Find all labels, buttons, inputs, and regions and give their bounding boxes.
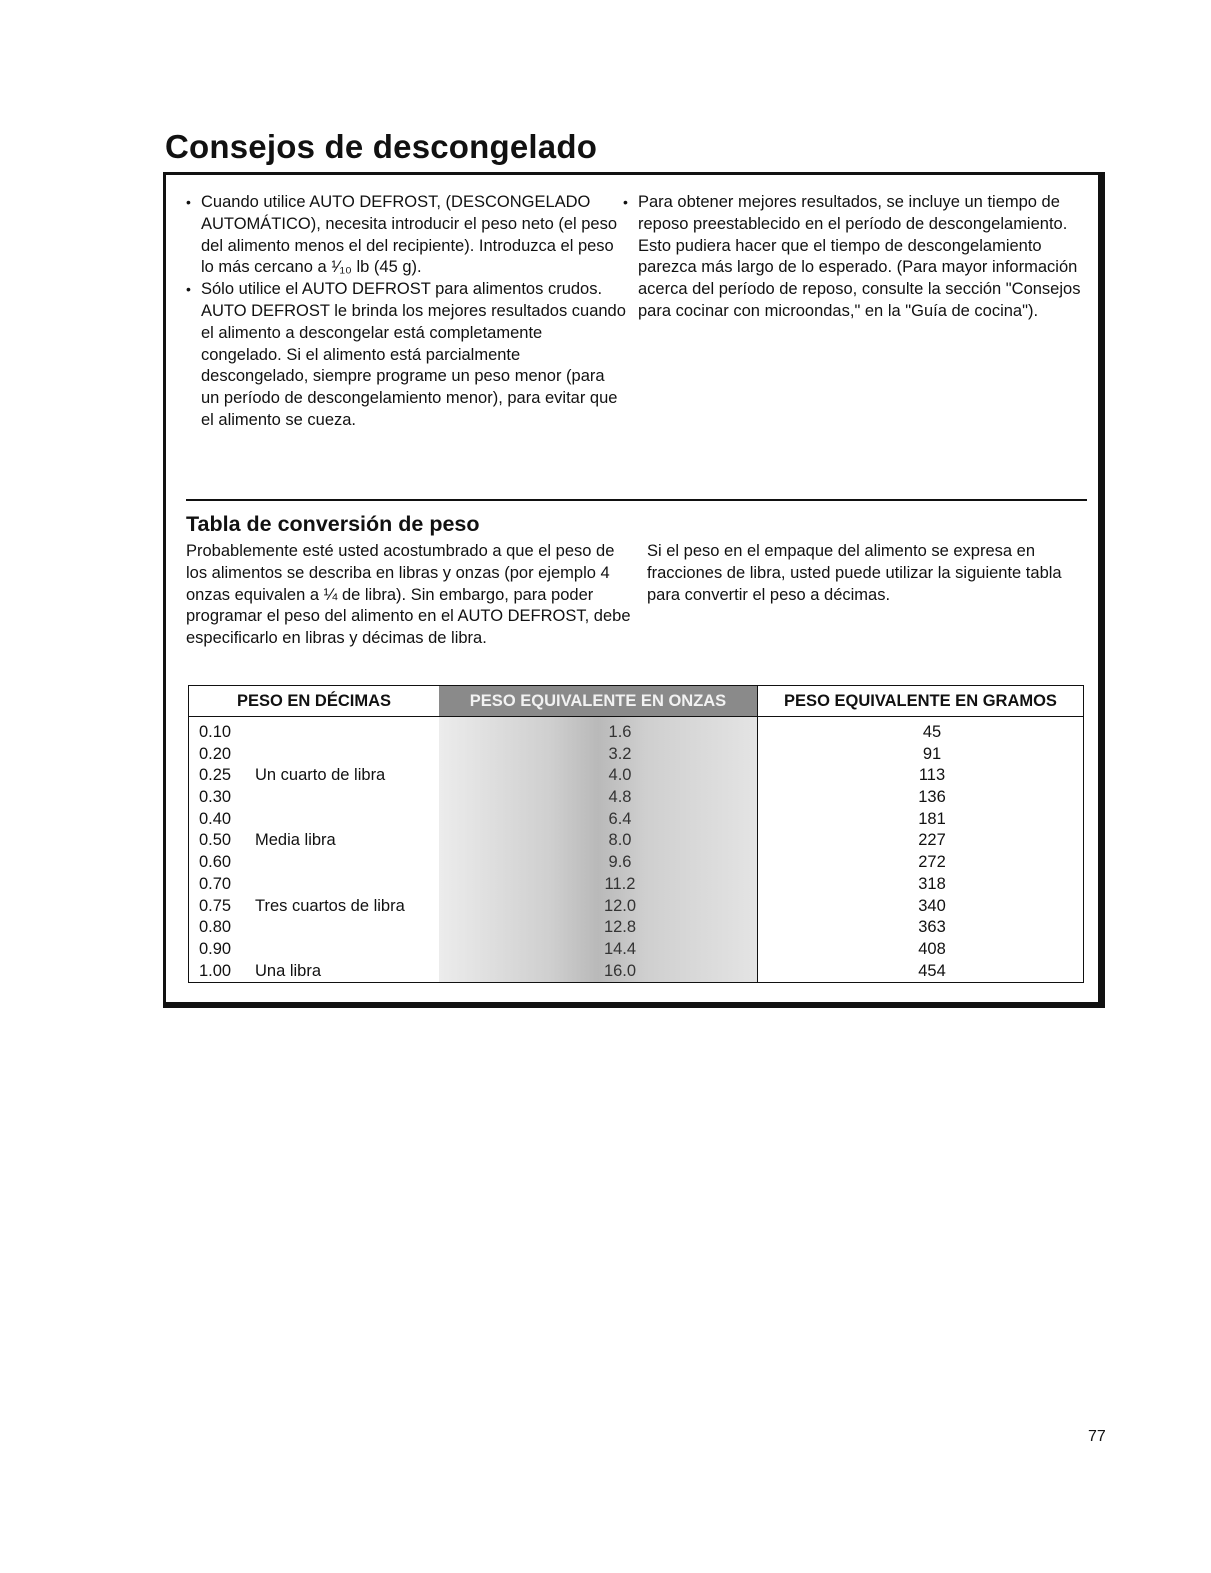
grams-cell: 454	[918, 961, 946, 980]
table-row	[189, 830, 1083, 852]
tips-right-column	[623, 192, 1083, 323]
grams-cell: 45	[922, 723, 942, 741]
intro-paragraph-right: Si el peso en el empaque del alimento se expresa en fracciones de libra, usted puede utilizar la siguiente tabla para convertir el peso a décimas.	[647, 542, 1062, 604]
grams-cell: 227	[918, 831, 946, 850]
decimal-cell: 0.70	[199, 874, 232, 893]
decimal-cell: 0.30	[199, 788, 232, 807]
grams-cell: 113	[918, 766, 946, 785]
page-number: 77	[1088, 1428, 1106, 1445]
ounces-cell: 1.6	[608, 723, 632, 741]
decimal-cell: 0.90	[199, 939, 232, 958]
grams-cell: 363	[918, 918, 946, 937]
tip-item: • Para obtener mejores resultados, se incluye un tiempo de reposo preestablecido en el período de descongelamiento. Esto pudiera hacer que el tiempo de descongelamiento parezca más largo de lo esperado. (Para mayor información acerca del período de reposo, consulte la sección "Consejos para cocinar con microondas," en la "Guía de cocina").	[623, 192, 1083, 323]
grams-cell: 318	[918, 874, 946, 893]
section-divider	[186, 499, 1087, 501]
decimal-cell: 0.25	[199, 766, 232, 785]
table-row	[189, 874, 1083, 896]
decimal-cell: 0.60	[199, 853, 232, 872]
ounces-cell: 3.2	[608, 744, 632, 763]
label-cell: Un cuarto de libra	[255, 766, 386, 785]
decimal-cell: 1.00	[199, 961, 232, 980]
table-row	[189, 765, 1083, 787]
ounces-cell: 12.8	[603, 918, 637, 937]
table-row	[189, 787, 1083, 809]
ounces-cell: 16.0	[603, 961, 637, 980]
decimal-cell: 0.80	[199, 918, 232, 937]
decimal-cell: 0.20	[199, 744, 232, 763]
ounces-cell: 9.6	[608, 853, 632, 872]
ounces-cell: 12.0	[603, 896, 637, 915]
label-cell: Media libra	[255, 831, 336, 850]
conversion-table	[188, 685, 1084, 983]
table-body	[189, 722, 1083, 982]
grams-cell: 272	[918, 853, 946, 872]
table-row	[189, 852, 1083, 874]
ounces-cell: 14.4	[603, 939, 637, 958]
tip-item: • Cuando utilice AUTO DEFROST, (DESCONGELADO AUTOMÁTICO), necesita introducir el peso neto (el peso del alimento menos el del recipiente). Introduzca el peso lo más cercano a ¹⁄₁₀ lb (45 g).	[186, 192, 626, 279]
grams-cell: 91	[922, 744, 942, 763]
label-cell: Tres cuartos de libra	[255, 896, 405, 915]
header-decimal: PESO EN DÉCIMAS	[189, 686, 439, 717]
ounces-cell: 8.0	[608, 831, 632, 850]
grams-cell: 408	[918, 939, 946, 958]
grams-cell: 181	[918, 809, 946, 828]
header-grams: PESO EQUIVALENTE EN GRAMOS	[757, 686, 1083, 717]
section-title: Tabla de conversión de peso	[186, 512, 480, 536]
table-row	[189, 961, 1083, 983]
table-row	[189, 896, 1083, 918]
table-row	[189, 917, 1083, 939]
table-row	[189, 744, 1083, 766]
table-row	[189, 722, 1083, 744]
decimal-cell: 0.75	[199, 896, 232, 915]
label-cell: Una libra	[255, 961, 322, 980]
ounces-cell: 4.0	[608, 766, 632, 785]
ounces-cell: 4.8	[608, 788, 632, 807]
ounces-cell: 6.4	[608, 809, 632, 828]
grams-cell: 340	[918, 896, 946, 915]
page-title: Consejos de descongelado	[165, 128, 598, 165]
tip-item: • Sólo utilice el AUTO DEFROST para alimentos crudos. AUTO DEFROST le brinda los mejores resultados cuando el alimento a descongelar está completamente congelado. Si el alimento está parcialmente descongelado, siempre programe un peso menor (para un período de descongelamiento menor), para evitar que el alimento se cueza.	[186, 279, 626, 432]
content-box	[163, 172, 1105, 1008]
decimal-cell: 0.50	[199, 831, 232, 850]
table-row	[189, 809, 1083, 831]
intro-paragraph-left: Probablemente esté usted acostumbrado a que el peso de los alimentos se describa en libras y onzas (por ejemplo 4 onzas equivalen a ¼ de libra). Sin embargo, para poder programar el peso del alimento en el AUTO DEFROST, debe especificarlo en libras y décimas de libra.	[186, 542, 631, 648]
table-row	[189, 939, 1083, 961]
header-ounces: PESO EQUIVALENTE EN ONZAS	[439, 686, 757, 717]
decimal-cell: 0.40	[199, 809, 232, 828]
grams-cell: 136	[918, 788, 946, 807]
decimal-cell: 0.10	[199, 723, 232, 741]
tips-left-column	[186, 192, 626, 432]
ounces-cell: 11.2	[604, 874, 636, 893]
